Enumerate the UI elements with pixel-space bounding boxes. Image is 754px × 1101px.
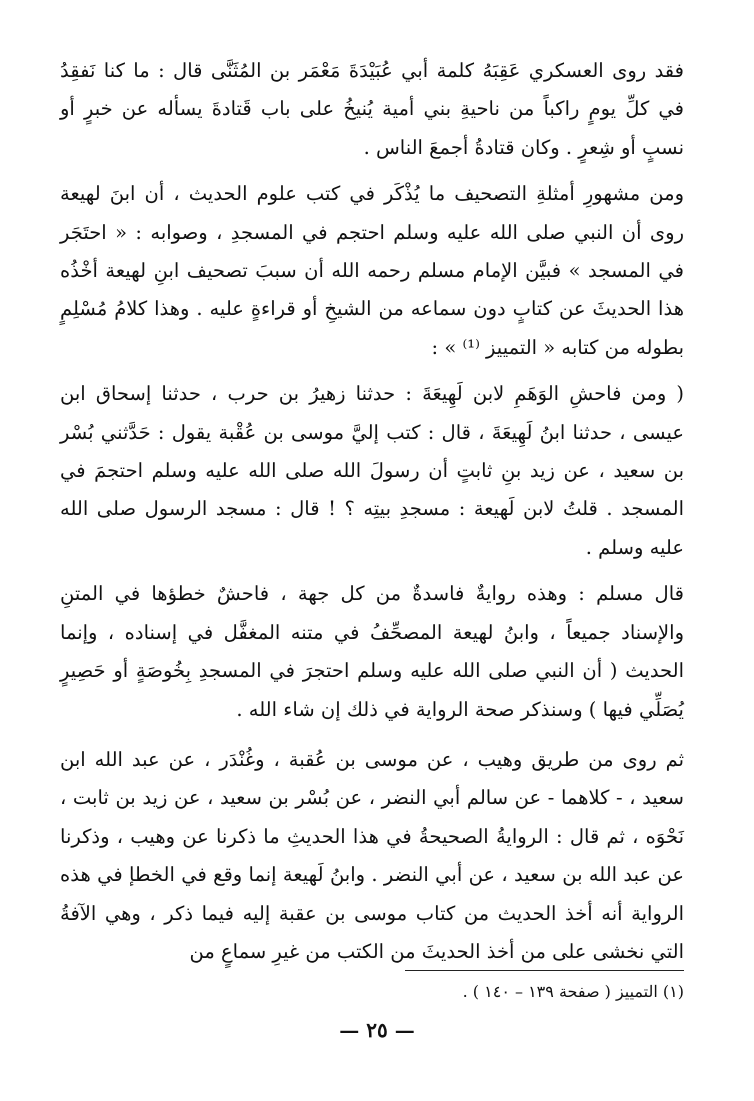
page-number: — ٢٥ —: [339, 1018, 415, 1042]
paragraph-1: فقد روى العسكري عَقِبَهُ كلمة أبي عُبَيْدَةَ مَعْمَر بن المُثَنَّى قال : ما كنا نَفقِدُ في كلِّ يومٍ راكباً من ناحيةِ بني أمية يُنيخُ على باب قَتادةَ يسأله عن خبرٍ أو نسبٍ أو شِعرٍ . وكان قتادةُ أجمعَ الناس .: [60, 59, 684, 159]
footnote: (١) التمييز ( صفحة ١٣٩ – ١٤٠ ) .: [462, 982, 684, 1001]
paragraph-3: ( ومن فاحشِ الوَهَمِ لابن لَهِيعَةَ : حدثنا زهيرُ بن حرب ، حدثنا إسحاق ابن عيسى ، حدثنا ابنُ لَهِيعَةَ ، قال : كتب إليَّ موسى بن عُقْبة يقول : حَدَّثني بُسْر بن سعيد ، عن زيد بنِ ثابتٍ أن رسولَ الله صلى الله عليه وسلم احتجمَ في المسجد . قلتُ لابن لَهيعة : مسجدِ بيتِه ؟ ! قال : مسجد الرسول صلى الله عليه وسلم .: [60, 382, 684, 559]
footnote-divider: [405, 970, 684, 971]
page-body: [60, 52, 684, 971]
paragraph-2: ومن مشهورِ أمثلةِ التصحيف ما يُذْكَر في كتب علوم الحديث ، أن ابنَ لهيعة روى أن النبي صلى الله عليه وسلم احتجم في المسجدِ ، وصوابه : « احتَجَر في المسجد » فبيَّن الإمام مسلم رحمه الله أن سببَ تصحيف ابنِ لهيعة أخْذُه هذا الحديثَ عن كتابٍ دون سماعه من الشيخِ أو قراءةٍ عليه . وهذا كلامُ مُسْلِمٍ بطوله من كتابه « التمييز ⁽¹⁾ » :: [60, 182, 684, 359]
paragraph-5: ثم روى من طريق وهيب ، عن موسى بن عُقبة ، وغُنْدَر ، عن عبد الله ابن سعيد ، - كلاهما - عن سالم أبي النضر ، عن بُسْر بن سعيد ، عن زيد بن ثابت ، نَحْوَه ، ثم قال : الروايةُ الصحيحةُ في هذا الحديثِ ما ذكرنا عن وهيب ، وذكرنا عن عبد الله بن سعيد ، عن أبي النضر . وابنُ لَهيعة إنما وقع في الخطإ في هذه الرواية أنه أخذ الحديث من كتاب موسى بن عقبة إليه فيما ذكر ، وهي الآفةُ التي نخشى على من أخذ الحديثَ من الكتب من غيرِ سماعٍ من: [60, 747, 684, 963]
paragraph-4: قال مسلم : وهذه روايةٌ فاسدةٌ من كل جهة ، فاحشٌ خطؤها في المتنِ والإسناد جميعاً ، وابنُ لهيعة المصحِّفُ في متنه المغفَّل في إسناده ، وإنما الحديث ( أن النبي صلى الله عليه وسلم احتجرَ في المسجدِ بِخُوصَةٍ أو حَصِيرٍ يُصَلِّي فيها ) وسنذكر صحة الرواية في ذلك إن شاء الله .: [60, 582, 684, 721]
